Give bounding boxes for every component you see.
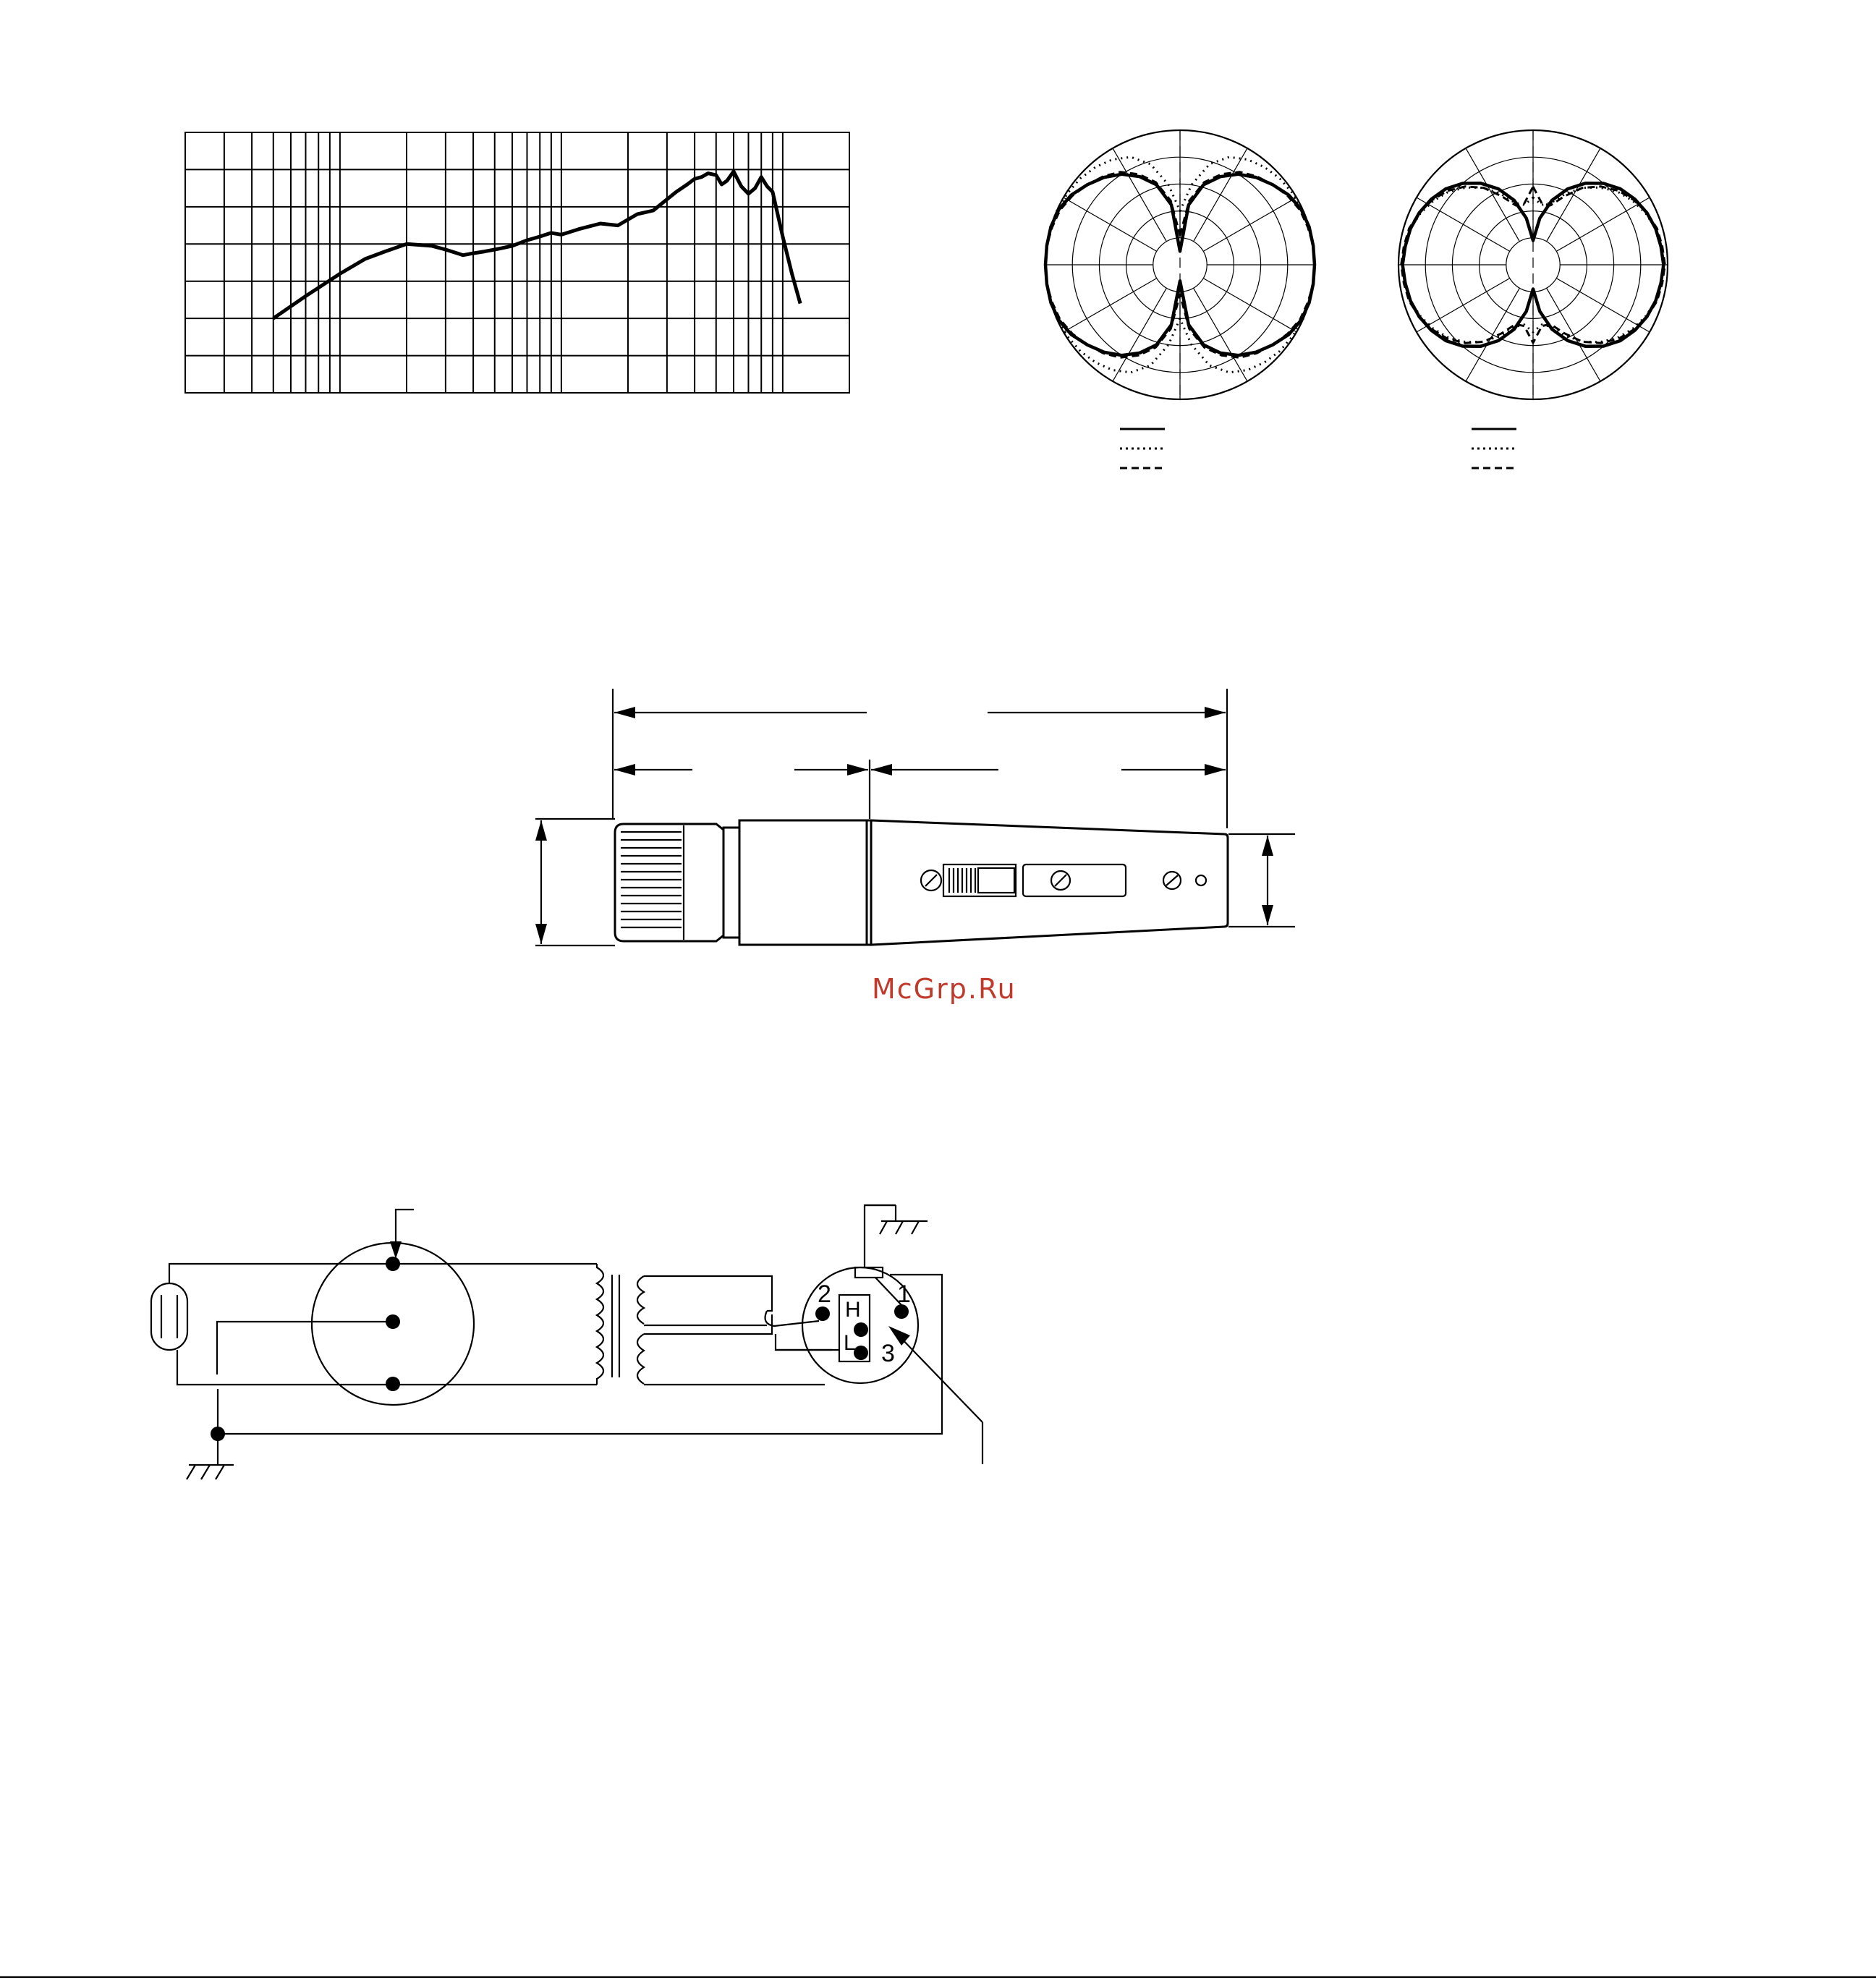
transformer-secondary-coil	[637, 1276, 644, 1324]
polar-legend-left	[1120, 429, 1165, 468]
dimension-head-length	[614, 764, 868, 776]
polar-grid-spoke	[1113, 148, 1166, 242]
grille-collar	[723, 828, 739, 938]
polar-pattern-left	[1045, 130, 1315, 399]
switch-contact-bottom	[386, 1377, 400, 1391]
fr-grid	[185, 132, 849, 393]
ground-symbol-icon	[187, 1465, 234, 1479]
transformer-primary-coil	[597, 1264, 603, 1385]
polar-grid-spoke	[1466, 148, 1519, 242]
polar-grid-spoke	[1556, 279, 1650, 332]
dimension-handle-length	[871, 764, 1226, 776]
polar-grid-spoke	[1064, 279, 1157, 332]
xlr-pin-hot	[854, 1322, 868, 1337]
pin-label-2: 2	[818, 1280, 831, 1308]
xlr-ground-tab	[855, 1267, 883, 1278]
wire-bottom	[177, 1350, 597, 1385]
polar-grid-spoke	[1466, 288, 1519, 381]
microphone-grille	[615, 824, 723, 941]
pin-label-1: 1	[897, 1280, 911, 1308]
microphone-handle	[871, 820, 1228, 945]
polar-grid-spoke	[1547, 148, 1600, 242]
dimension-overall-length	[614, 707, 1226, 718]
wire-top	[169, 1264, 597, 1283]
polar-grid-spoke	[1113, 288, 1166, 381]
polar-grid-spoke	[1194, 148, 1247, 242]
microphone-switch	[921, 864, 1126, 896]
handle-hole	[1196, 875, 1206, 885]
polar-grid-spoke	[1203, 197, 1296, 251]
xlr-pin-3	[854, 1346, 868, 1360]
fr-series-response	[273, 171, 800, 318]
dimension-head-diameter	[535, 819, 615, 946]
polar-grid-spoke	[1194, 288, 1247, 381]
xlr-pin-2	[815, 1306, 830, 1321]
pin-label-3: 3	[881, 1340, 895, 1367]
filter-switch-slot	[1023, 864, 1126, 896]
fr-frame	[185, 132, 849, 393]
ground-symbol-icon	[880, 1221, 928, 1234]
polar-grid-spoke	[1417, 279, 1510, 332]
watermark-text: McGrp.Ru	[872, 973, 1016, 1005]
polar-grid-spoke	[1417, 197, 1510, 251]
pin-label-low: L	[844, 1331, 856, 1355]
microphone-dimension-drawing	[535, 689, 1295, 946]
ground-bus	[218, 1275, 942, 1434]
frequency-response-chart	[185, 132, 849, 393]
polar-legend-right	[1472, 429, 1516, 468]
polar-grid-spoke	[1064, 197, 1157, 251]
polar-pattern-right	[1398, 130, 1668, 399]
polar-grid-spoke	[1556, 197, 1650, 251]
switch-contact-top	[386, 1257, 400, 1271]
dimension-tail-diameter	[1228, 834, 1295, 927]
capsule-element-icon	[151, 1283, 187, 1350]
polar-grid-spoke	[1203, 279, 1296, 332]
switch-arrow	[396, 1210, 414, 1244]
switch-contact-mid	[386, 1314, 400, 1329]
wiring-diagram	[151, 1205, 982, 1479]
microphone-body	[739, 820, 867, 945]
polar-grid-spoke	[1547, 288, 1600, 381]
fr-response-curve-group	[273, 171, 800, 318]
pin-label-high: H	[845, 1298, 861, 1322]
